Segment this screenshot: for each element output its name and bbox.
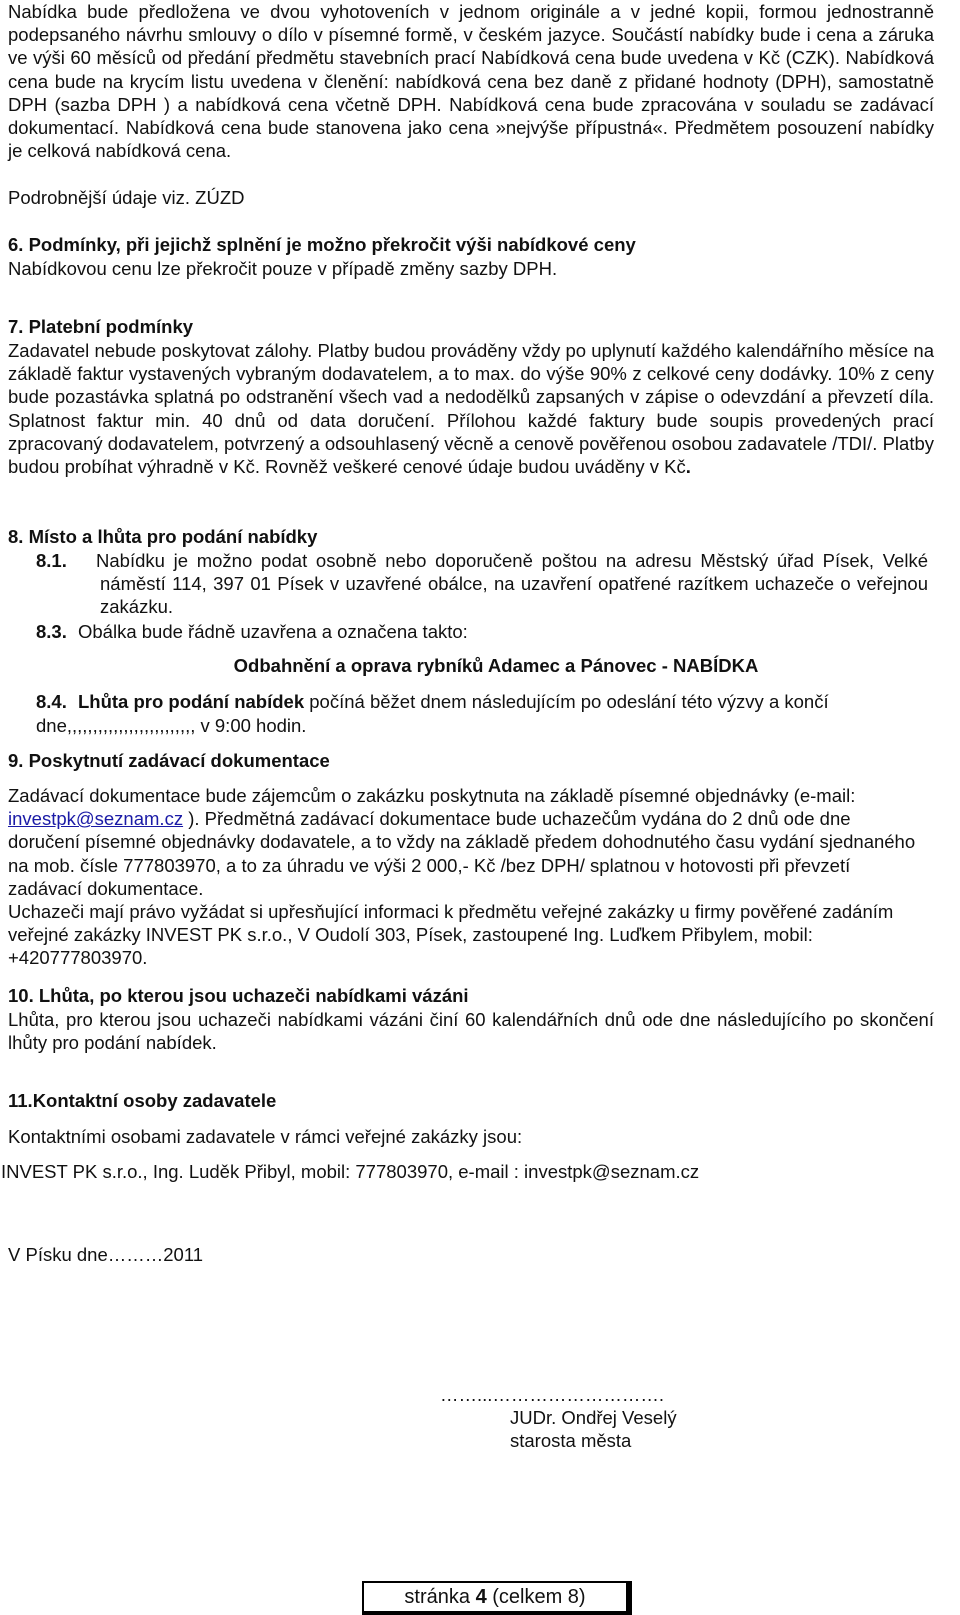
intro-reference: Podrobnější údaje viz. ZÚZD	[8, 187, 245, 208]
section-9-title: 9. Poskytnutí zadávací dokumentace	[8, 750, 330, 771]
section-8-1-number: 8.1.	[36, 550, 67, 571]
page-number-current: 4	[475, 1586, 487, 1608]
section-8-1-text: Nabídku je možno podat osobně nebo doporučeně poštou na adresu Městský úřad Písek, Velké náměstí 114, 397 01 Písek v uzavřené obálce, na uzavření opatřené razítkem uchazeče o veřejnou zakázku.	[96, 550, 928, 618]
section-8-4-text	[78, 690, 829, 713]
section-8-4-number: 8.4.	[36, 691, 67, 712]
intro-paragraph: Nabídka bude předložena ve dvou vyhotoveních v jednom originále a v jedné kopii, formou jednostranně podepsaného návrhu smlouvy o dílo v písemné formě, v českém jazyce. Součástí nabídky bude i cena a záruka ve výši 60 měsíců od předání předmětu stavebních prací Nabídková cena bude uvedena v Kč (CZK). Nabídková cena bude na krycím listu uvedena v členění: nabídková cena bez daně z přidané hodnoty (DPH), samostatně DPH (sazba DPH ) a nabídková cena včetně DPH. Nabídková cena bude zpracována v souladu se zadávací dokumentací. Nabídková cena bude stanovena jako cena »nejvýše přípustná«. Předmětem posouzení nabídky je celková nabídková cena.	[8, 1, 934, 162]
section-10-title: 10. Lhůta, po kterou jsou uchazeči nabídkami vázáni	[8, 985, 469, 1006]
section-7-body: Zadavatel nebude poskytovat zálohy. Platby budou prováděny vždy po uplynutí každého kalendářního měsíce na základě faktur vystavených vybraným dodavatelem, a to max. do výše 90% z celkové ceny dodávky. 10% z ceny bude pozastávka splatná po odstranění všech vad a nedodělků zapsaných v zápise o odevzdání a převzetí díla. Splatnost faktur min. 40 dnů od data doručení. Přílohou každé faktury bude soupis provedených prací zpracovaný dodavatelem, potvrzený a odsouhlasený věcně a cenově pověřenou osobou zadavatele /TDI/. Platby budou probíhat výhradně v Kč. Rovněž veškeré cenové údaje budou uváděny v Kč	[8, 340, 934, 478]
section-10-text: Lhůta, pro kterou jsou uchazeči nabídkami vázáni činí 60 kalendářních dnů ode dne následujícího po skončení lhůty pro podání nabídek.	[8, 1009, 934, 1054]
page-number-total: (celkem 8)	[486, 1586, 586, 1608]
signatory-name: JUDr. Ondřej Veselý	[510, 1407, 677, 1428]
section-8-4-rest: počíná běžet dnem následujícím po odeslání této výzvy a končí	[304, 691, 829, 712]
section-9-p1-end: ). Předmětná zadávací dokumentace bude uchazečům vydána do 2 dnů ode dne doručení písemné objednávky dodavatele, a to vždy na základě předem dohodnutého času vydání sjednaného na mob. čísle 777803970, a to za úhradu ve výši 2 000,- Kč /bez DPH/ splatnou v hotovosti při převzetí zadávací dokumentace.	[8, 808, 916, 899]
section-8-4-deadline: dne,,,,,,,,,,,,,,,,,,,,,,,,, v 9:00 hodin.	[36, 715, 307, 736]
section-8-title: 8. Místo a lhůta pro podání nabídky	[8, 526, 318, 547]
email-link[interactable]: investpk@seznam.cz	[8, 808, 184, 830]
contact-line: INVEST PK s.r.o., Ing. Luděk Přibyl, mobil: 777803970, e-mail : investpk@seznam.cz	[1, 1161, 700, 1182]
page-number-prefix: stránka	[404, 1586, 476, 1608]
section-8-3-text: Obálka bude řádně uzavřena a označena takto:	[78, 621, 468, 642]
section-8-3-number: 8.3.	[36, 621, 67, 642]
section-11-title: 11.Kontaktní osoby zadavatele	[8, 1090, 277, 1111]
section-6-text: Nabídkovou cenu lze překročit pouze v případě změny sazby DPH.	[8, 258, 558, 279]
section-8-4-bold: Lhůta pro podání nabídek	[78, 691, 305, 712]
section-9-paragraph-1	[8, 784, 923, 900]
page-number-box	[362, 1581, 632, 1615]
section-6-title: 6. Podmínky, při jejichž splnění je možno překročit výši nabídkové ceny	[8, 234, 636, 255]
section-7-end: .	[685, 456, 691, 478]
signatory-role: starosta města	[510, 1430, 632, 1451]
envelope-label: Odbahnění a oprava rybníků Adamec a Pánovec - NABÍDKA	[233, 655, 759, 676]
section-9-p1-start: Zadávací dokumentace bude zájemcům o zakázku poskytnuta na základě písemné objednávky (e-mail:	[8, 785, 856, 806]
section-9-paragraph-2: Uchazeči mají právo vyžádat si upřesňující informaci k předmětu veřejné zakázky u firmy pověřené zadáním veřejné zakázky INVEST PK s.r.o., V Oudolí 303, Písek, zastoupené Ing. Luďkem Přibylem, mobil: +420777803970.	[8, 901, 894, 969]
section-7-title: 7. Platební podmínky	[8, 316, 194, 337]
place-and-date: V Písku dne………2011	[8, 1244, 204, 1265]
signature-line: ……...……………………….	[440, 1384, 665, 1405]
section-7-text	[8, 339, 934, 478]
section-11-text: Kontaktními osobami zadavatele v rámci veřejné zakázky jsou:	[8, 1126, 523, 1147]
